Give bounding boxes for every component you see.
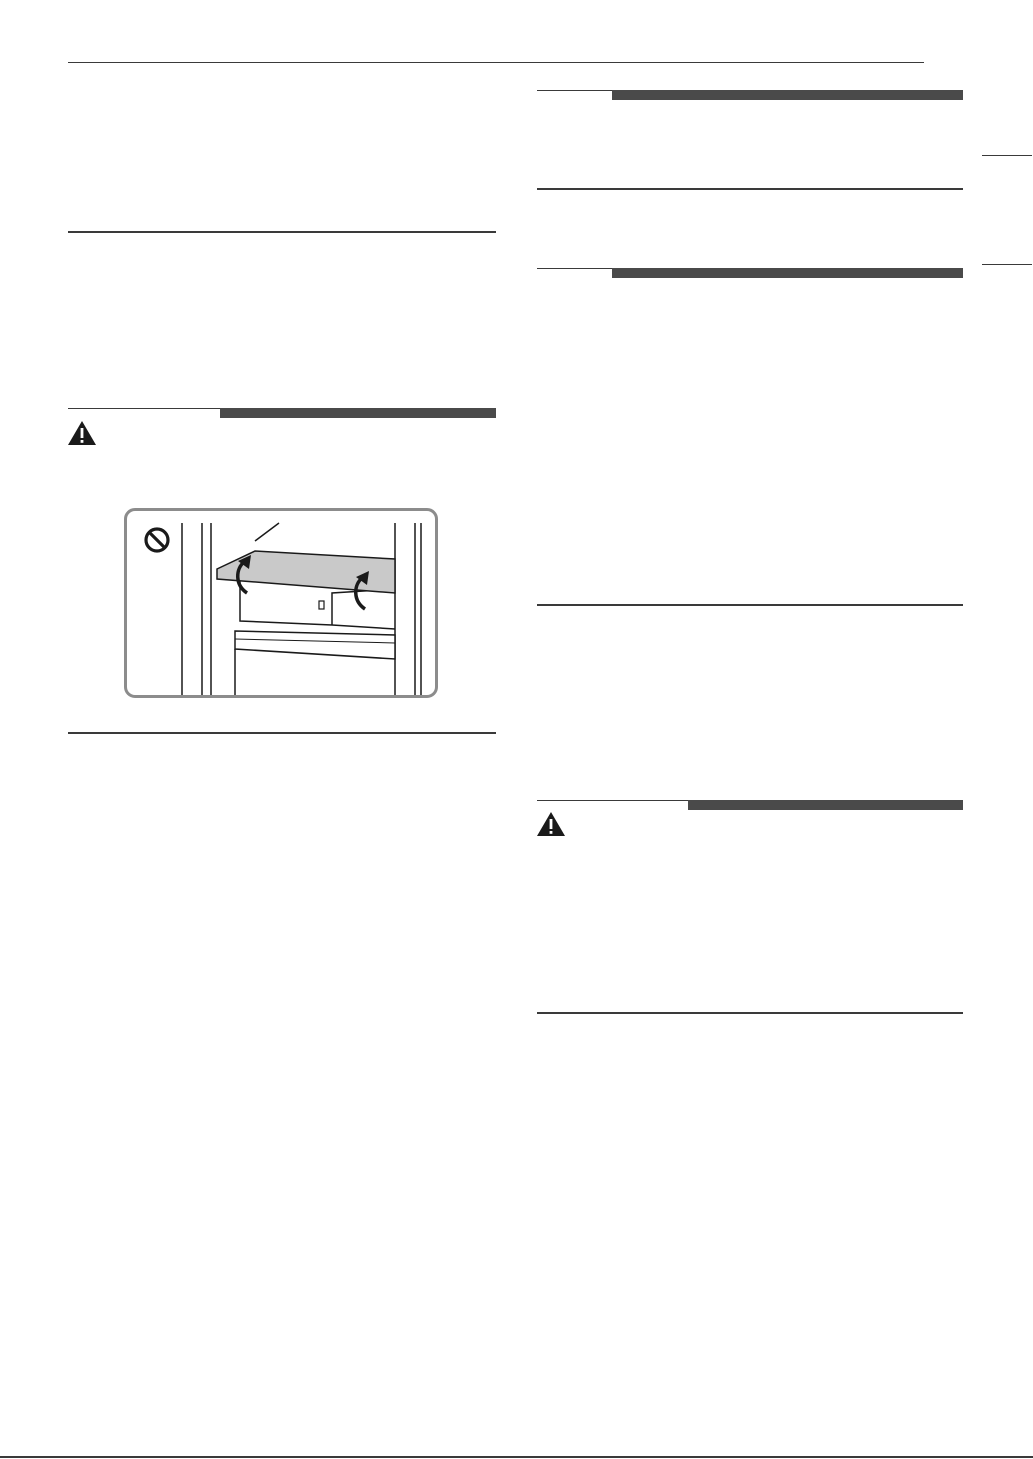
right-note-header-bar-1 — [612, 90, 963, 100]
side-tab-marker-bottom — [982, 264, 1032, 265]
right-section-divider-3 — [537, 1012, 963, 1014]
left-caution-header-bar — [220, 408, 496, 418]
right-section-divider-1 — [537, 188, 963, 190]
prohibition-icon — [146, 529, 168, 551]
header-rule — [68, 62, 924, 63]
shelf-illustration — [124, 508, 438, 698]
left-section-divider-2 — [68, 732, 496, 734]
shelf-drawing — [127, 511, 435, 695]
side-tab-marker-top — [982, 155, 1032, 156]
right-caution-header-bar — [688, 800, 963, 810]
warning-triangle-icon — [536, 811, 566, 837]
right-note-header-bar-2 — [612, 268, 963, 278]
right-section-divider-2 — [537, 604, 963, 606]
footer-rule — [0, 1456, 1033, 1458]
left-section-divider-1 — [68, 231, 496, 233]
warning-triangle-icon — [67, 420, 97, 446]
